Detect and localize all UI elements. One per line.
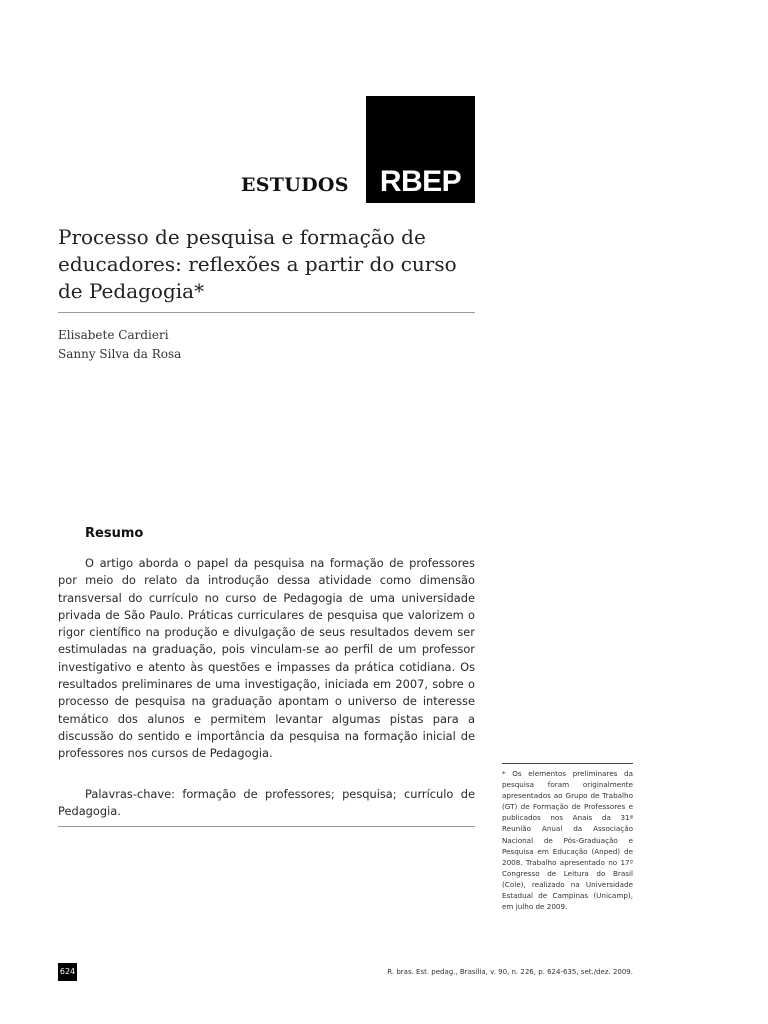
section-label: ESTUDOS — [241, 174, 349, 196]
journal-citation: R. bras. Est. pedag., Brasília, v. 90, n. 226, p. 624-635, set./dez. 2009. — [387, 968, 633, 976]
footnote-divider — [502, 763, 633, 764]
author-name: Elisabete Cardieri — [58, 328, 169, 342]
author-list — [58, 326, 181, 364]
footnote: * Os elementos preliminares da pesquisa foram originalmente apresentados ao Grupo de Trabalho (GT) de Formação de Professores e publicados nos Anais da 31ª Reunião Anual da Associação Nacional de Pós-Graduação e Pesquisa em Educação (Anped) de 2008. Trabalho apresentado no 17º Congresso de Leitura do Brasil (Cole), realizado na Universidade Estadual de Campinas (Unicamp), em julho de 2009. — [502, 769, 633, 912]
author-name: Sanny Silva da Rosa — [58, 347, 182, 361]
journal-logo-text: RBEP — [379, 165, 462, 198]
journal-logo — [366, 96, 475, 203]
article-title: Processo de pesquisa e formação de educadores: reflexões a partir do curso de Pedagogia* — [58, 225, 457, 303]
page-number: 624 — [58, 963, 77, 981]
abstract-body: O artigo aborda o papel da pesquisa na formação de professores por meio do relato da introdução dessa atividade como dimensão transversal do currículo no curso de Pedagogia de uma universidade privada de São Paulo. Práticas curriculares de pesquisa que valorizem o rigor científico na produção e divulgação de seus resultados devem ser estimuladas na graduação, pois vinculam-se ao perfil de um professor investigativo e atento às questões e impasses da prática cotidiana. Os resultados preliminares de uma investigação, iniciada em 2007, sobre o processo de pesquisa na graduação apontam o universo de interesse temático dos alunos e permitem levantar algumas pistas para a discussão do sentido e importância da pesquisa na formação inicial de professores nos cursos de Pedagogia. — [58, 556, 475, 761]
keywords: Palavras-chave: formação de professores; pesquisa; currículo de Pedagogia. — [58, 787, 475, 819]
abstract-divider — [58, 826, 475, 827]
abstract-heading: Resumo — [85, 526, 144, 541]
title-divider — [58, 312, 475, 313]
